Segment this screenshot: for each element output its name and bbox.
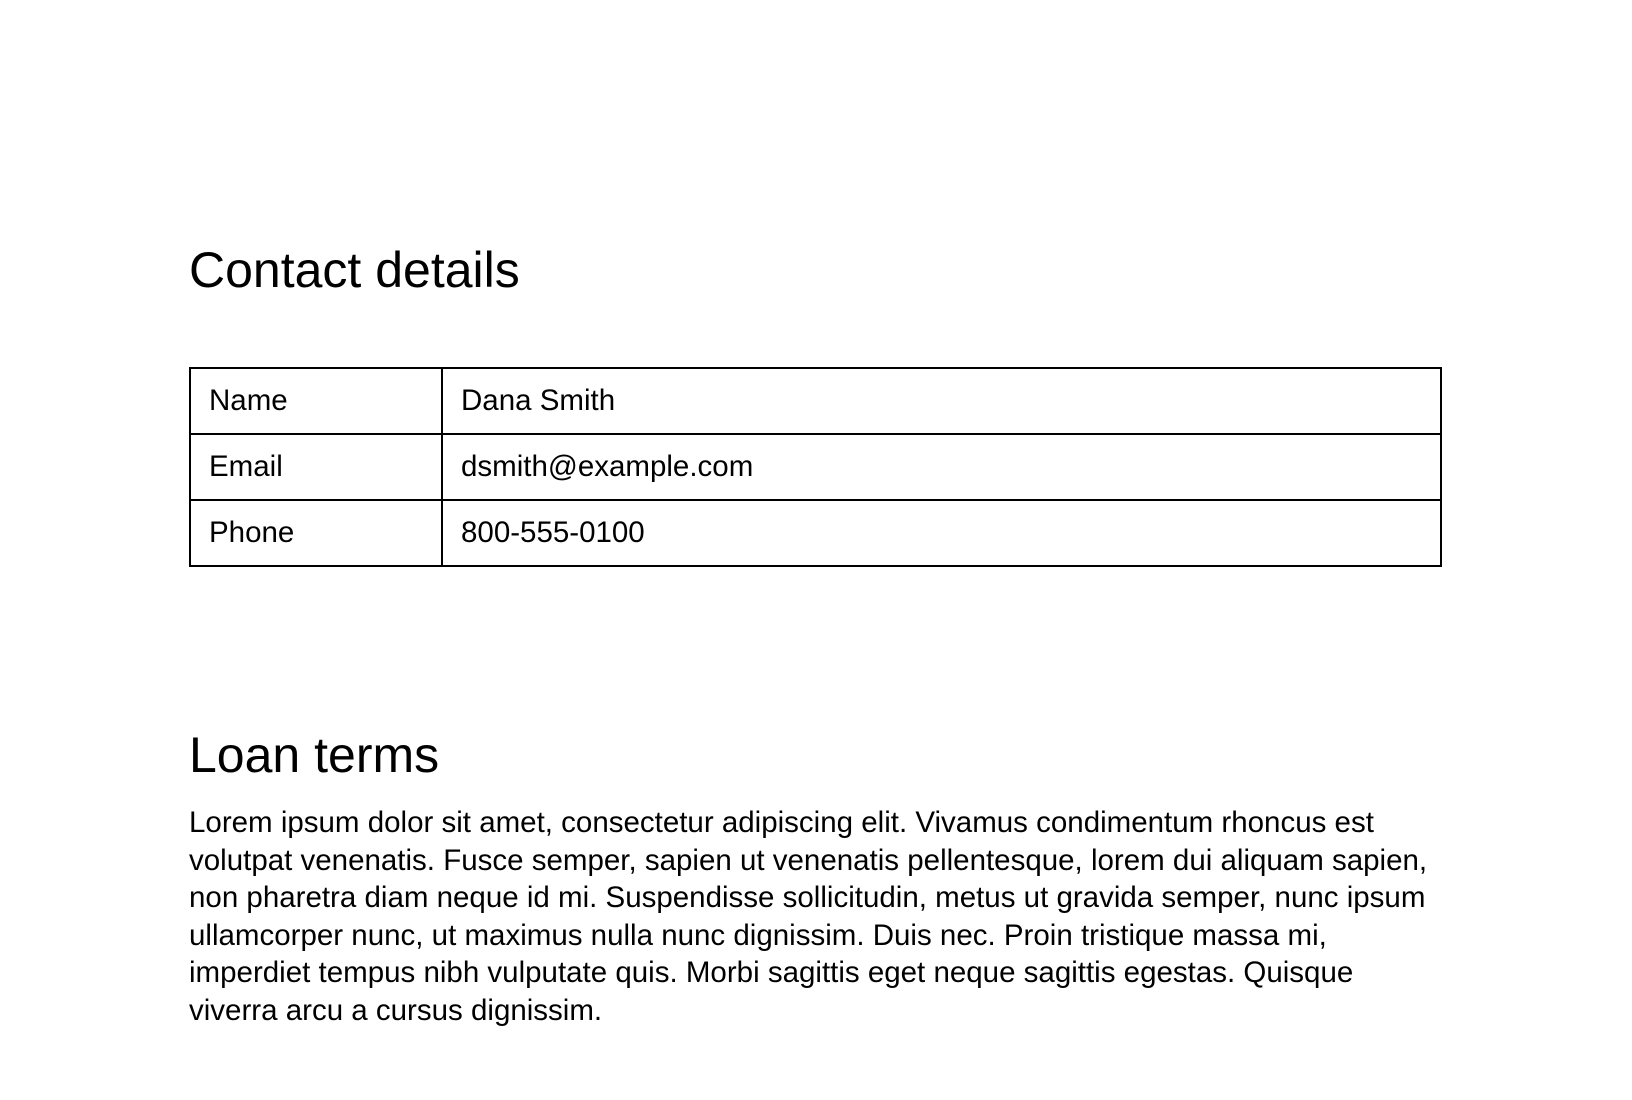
table-row: [190, 500, 1441, 566]
loan-terms-paragraph: Lorem ipsum dolor sit amet, consectetur adipiscing elit. Vivamus condimentum rhoncus est volutpat venenatis. Fusce semper, sapien ut venenatis pellentesque, lorem dui aliquam sapien, non pharetra diam neque id mi. Suspendisse sollicitudin, metus ut gravida semper, nunc ipsum ullamcorper nunc, ut maximus nulla nunc dignissim. Duis nec. Proin tristique massa mi, imperdiet tempus nibh vulputate quis. Morbi sagittis eget neque sagittis egestas. Quisque viverra arcu a cursus dignissim.: [189, 806, 1428, 1027]
contact-email-label: Email: [190, 434, 442, 500]
loan-terms-heading: Loan terms: [189, 727, 440, 783]
contact-details-heading: Contact details: [189, 242, 520, 298]
table-row: [190, 434, 1441, 500]
contact-name-label: Name: [190, 368, 442, 434]
contact-phone-label: Phone: [190, 500, 442, 566]
contact-name-value: Dana Smith: [442, 368, 1441, 434]
contact-phone-value: 800-555-0100: [442, 500, 1441, 566]
table-row: [190, 368, 1441, 434]
contact-details-table: [189, 367, 1442, 567]
contact-email-value: dsmith@example.com: [442, 434, 1441, 500]
